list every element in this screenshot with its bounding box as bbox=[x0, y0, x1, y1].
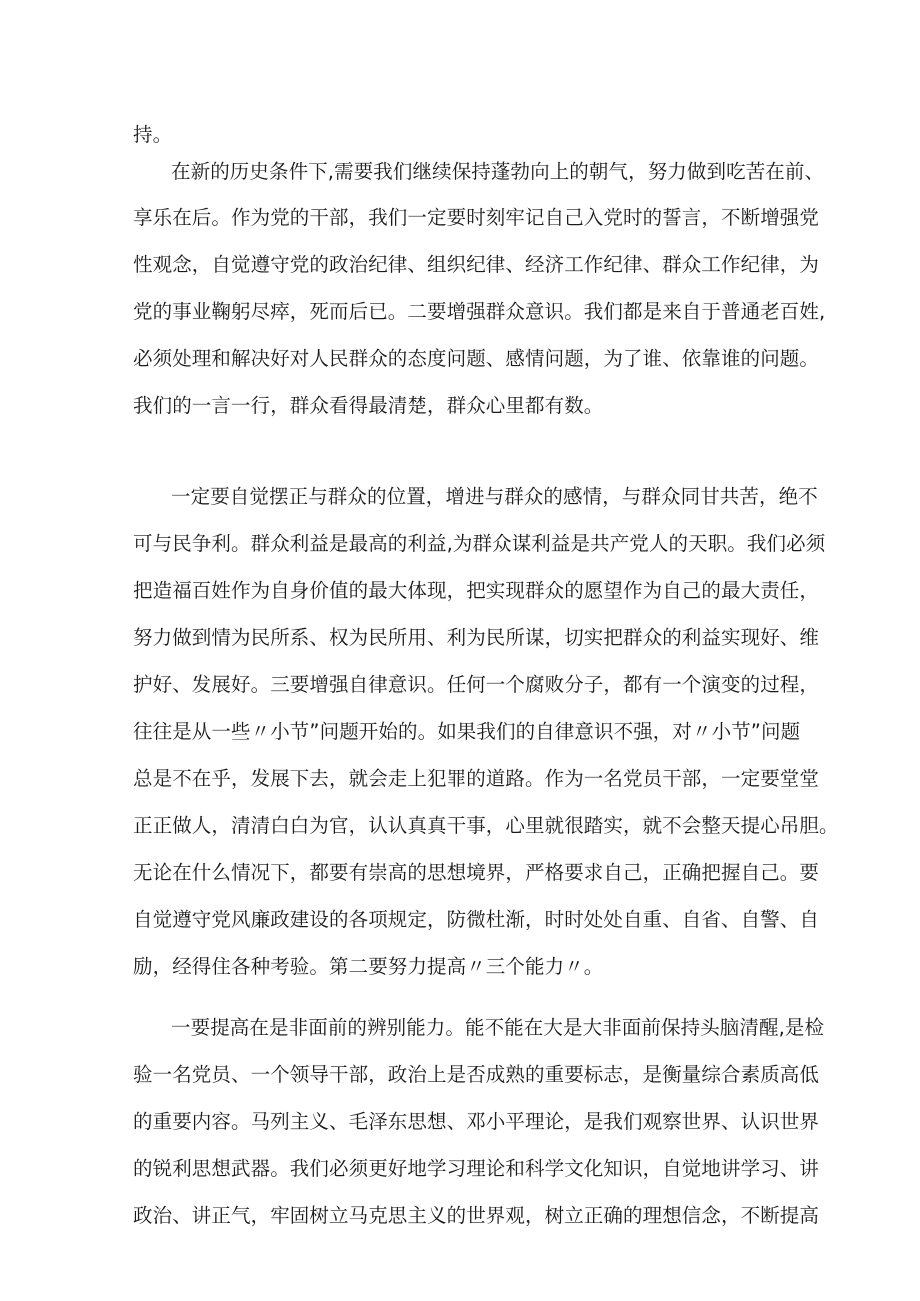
text-line: 正正做人，清清白白为官，认认真真干事，心里就很踏实，就不会整天提心吊胆。 bbox=[133, 814, 839, 837]
text-line: 自觉遵守党风廉政建设的各项规定，防微杜渐，时时处处自重、自省、自警、自 bbox=[133, 908, 820, 931]
text-line: 的锐利思想武器。我们必须更好地学习理论和科学文化知识，自觉地讲学习、讲 bbox=[133, 1157, 820, 1180]
text-line: 把造福百姓作为自身价值的最大体现，把实现群众的愿望作为自己的最大责任， bbox=[133, 579, 820, 602]
text-line: 我们的一言一行，群众看得最清楚，群众心里都有数。 bbox=[133, 394, 604, 417]
text-line: 无论在什么情况下，都要有崇高的思想境界，严格要求自己，正确把握自己。要 bbox=[133, 861, 820, 884]
text-line: 一要提高在是非面前的辨别能力。能不能在大是大非面前保持头脑清醒,是检 bbox=[171, 1016, 825, 1039]
text-line: 护好、发展好。三要增强自律意识。任何一个腐败分子，都有一个演变的过程， bbox=[133, 673, 820, 696]
text-line: 可与民争利。群众利益是最高的利益,为群众谋利益是共产党人的天职。我们必须 bbox=[133, 532, 826, 555]
text-line: 政治、讲正气，牢固树立马克思主义的世界观，树立正确的理想信念，不断提高 bbox=[133, 1204, 820, 1227]
text-line: 一定要自觉摆正与群众的位置，增进与群众的感情，与群众同甘共苦，绝不 bbox=[171, 485, 818, 508]
text-line: 验一名党员、一个领导干部，政治上是否成熟的重要标志，是衡量综合素质高低 bbox=[133, 1063, 820, 1086]
text-line: 持。 bbox=[133, 123, 173, 146]
text-line: 党的事业鞠躬尽瘁，死而后已。二要增强群众意识。我们都是来自于普通老百姓, bbox=[133, 300, 826, 323]
text-line: 必须处理和解决好对人民群众的态度问题、感情问题，为了谁、依靠谁的问题。 bbox=[133, 347, 820, 370]
text-line: 在新的历史条件下,需要我们继续保持蓬勃向上的朝气，努力做到吃苦在前、 bbox=[171, 160, 825, 183]
text-line: 励，经得住各种考验。第二要努力提高〃三个能力〃。 bbox=[133, 955, 604, 978]
text-line: 的重要内容。马列主义、毛泽东思想、邓小平理论，是我们观察世界、认识世界 bbox=[133, 1110, 820, 1133]
text-line: 性观念，自觉遵守党的政治纪律、组织纪律、经济工作纪律、群众工作纪律，为 bbox=[133, 253, 820, 276]
text-line: 往往是从一些〃小节”问题开始的。如果我们的自律意识不强，对〃小节”问题 bbox=[133, 720, 801, 743]
text-line: 努力做到情为民所系、权为民所用、利为民所谋，切实把群众的利益实现好、维 bbox=[133, 626, 820, 649]
text-line: 总是不在乎，发展下去，就会走上犯罪的道路。作为一名党员干部，一定要堂堂 bbox=[133, 767, 820, 790]
text-line: 享乐在后。作为党的干部，我们一定要时刻牢记自己入党时的誓言，不断增强党 bbox=[133, 206, 820, 229]
